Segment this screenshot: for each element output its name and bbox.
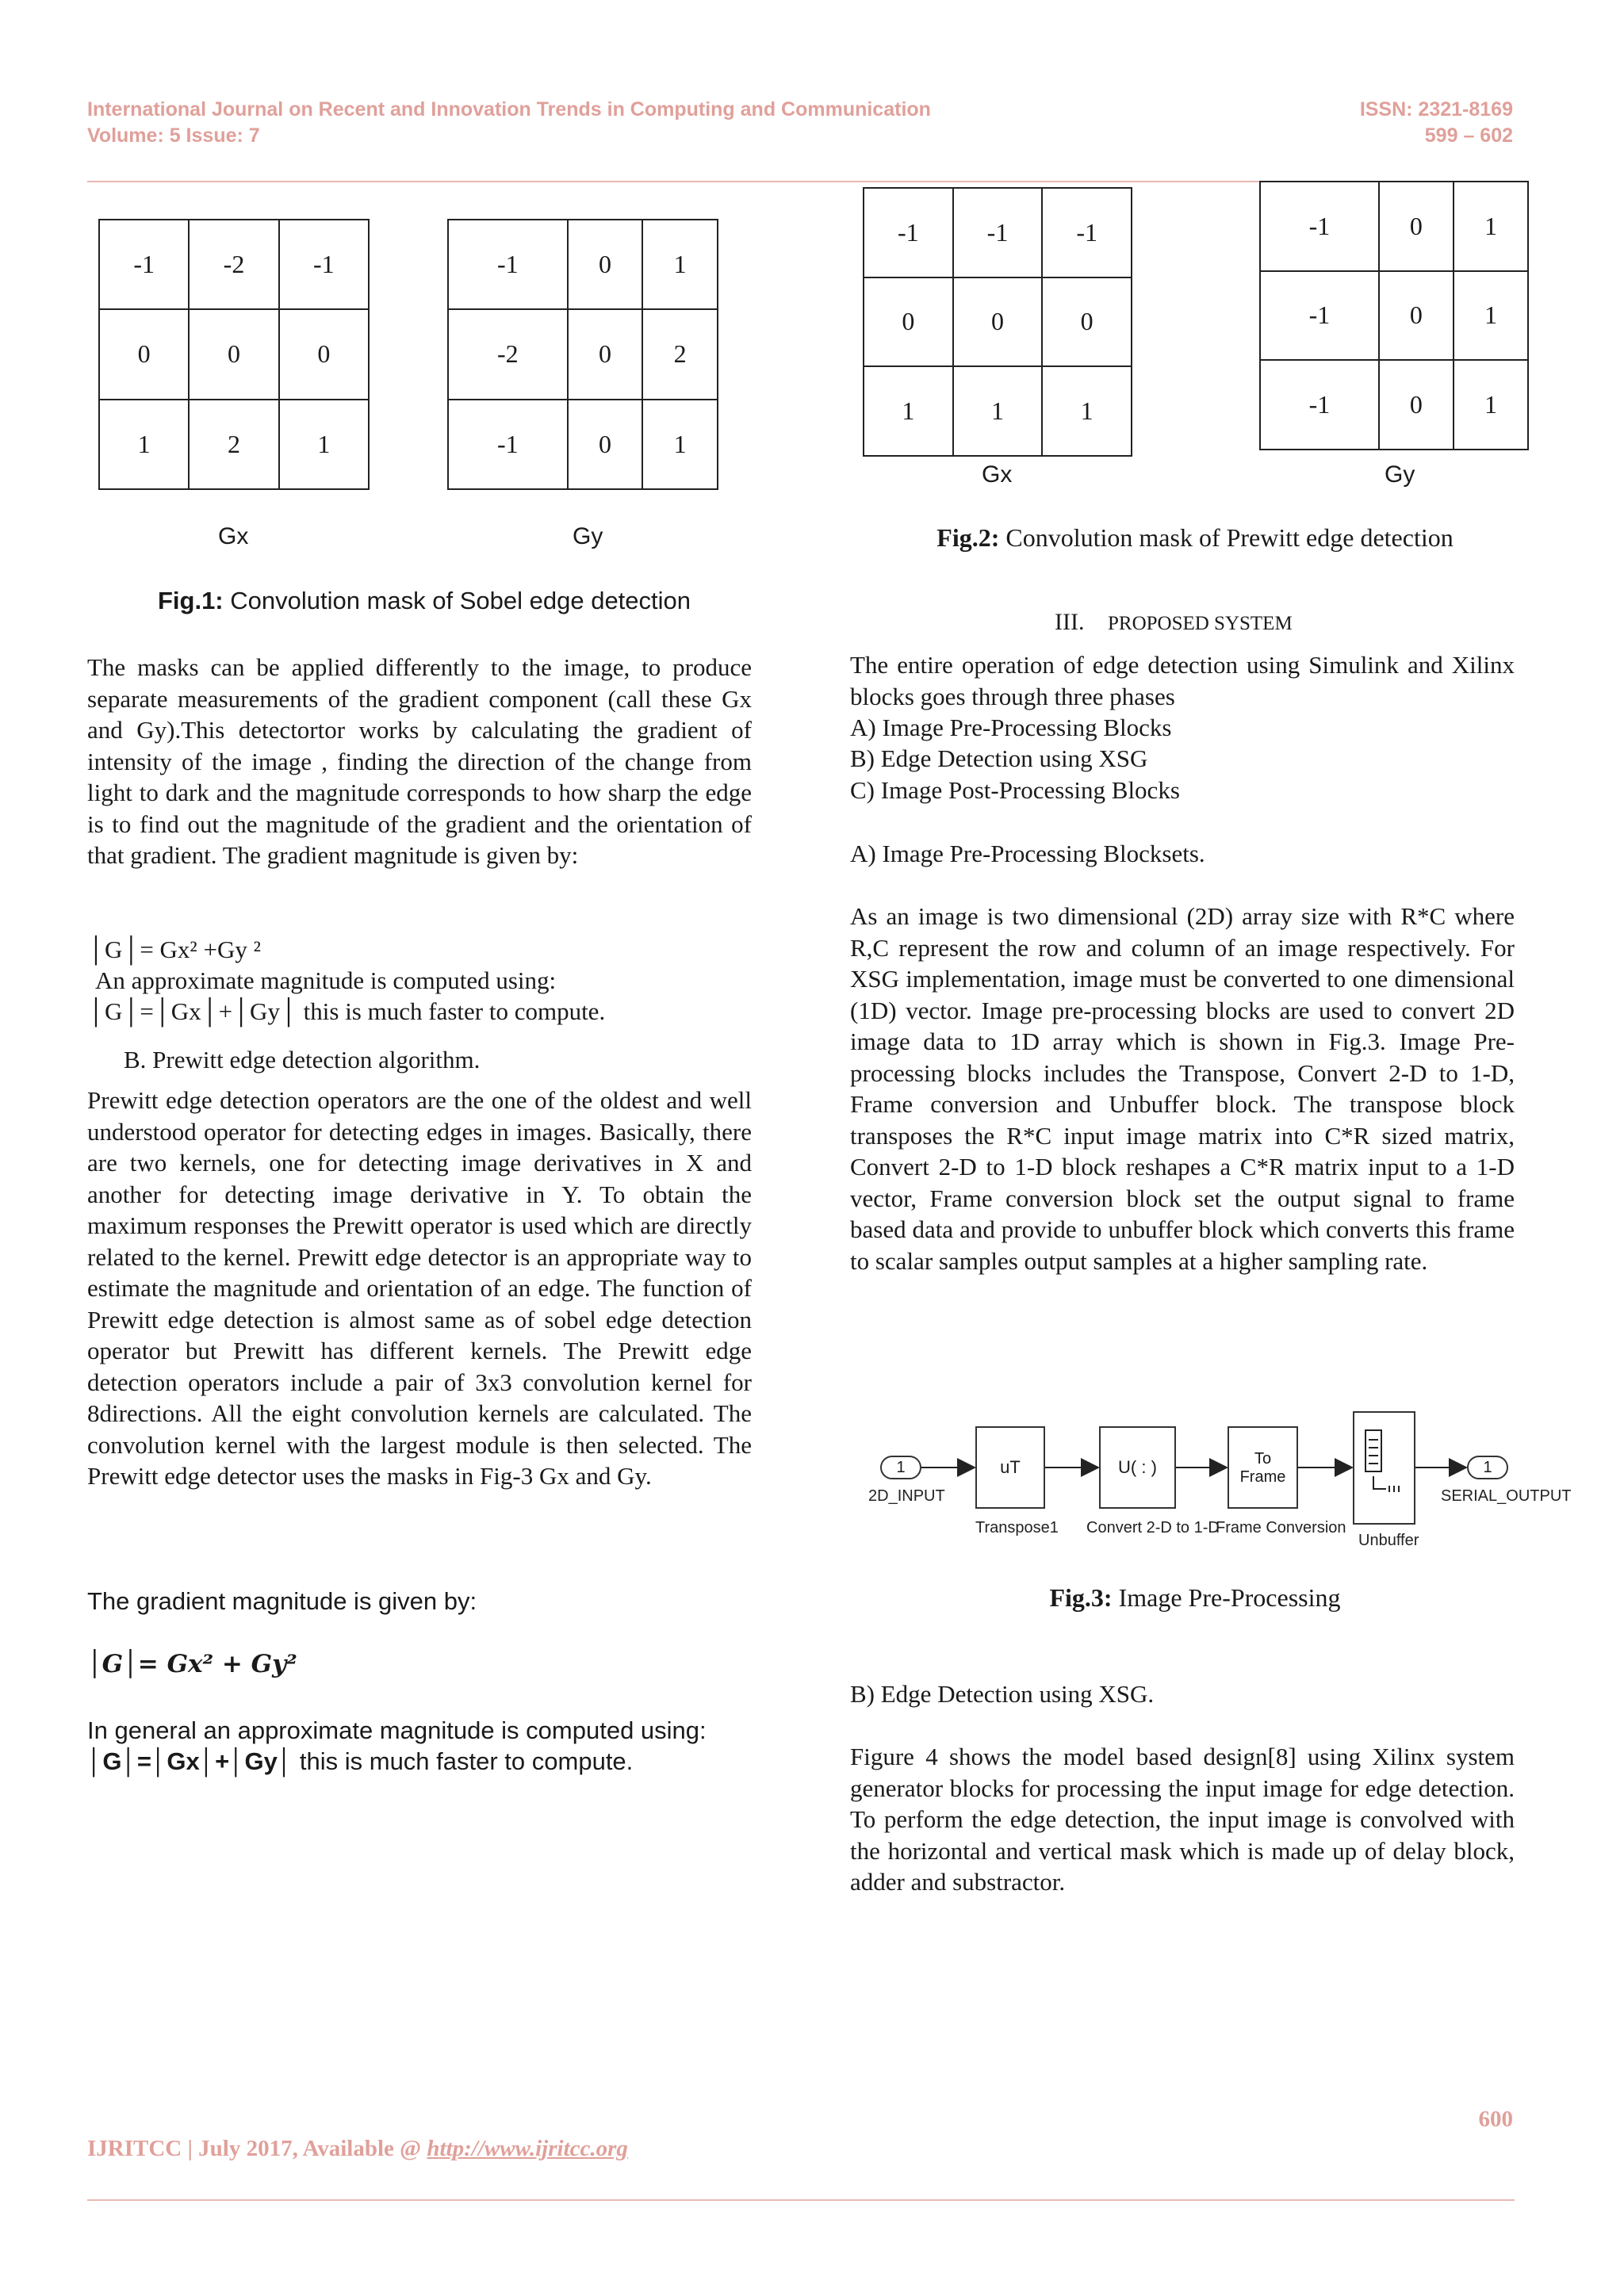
sobel-gx-cell: -1 (279, 220, 369, 309)
fig3-diagram (868, 1403, 1572, 1562)
prewitt-gx-label: Gx (982, 461, 1013, 488)
fig1-caption-text: Convolution mask of Sobel edge detection (223, 587, 691, 614)
section-title: PROPOSED SYSTEM (1107, 613, 1293, 634)
sobel-gx-cell: 0 (99, 309, 189, 399)
journal-title: International Journal on Recent and Innovation Trends in Computing and Communication (87, 98, 931, 121)
sobel-gy-cell: 0 (568, 309, 643, 399)
section-heading (1055, 609, 1293, 636)
sobel-gy-cell: 1 (642, 220, 718, 309)
prewitt-gy-cell: -1 (1260, 182, 1379, 271)
frame-block-text-1: To (1254, 1450, 1272, 1468)
prewitt-gy-cell: 0 (1379, 360, 1454, 450)
subsection-a: A) Image Pre-Processing Blocksets. (850, 840, 1205, 867)
fig1-caption-label: Fig.1: (157, 587, 224, 614)
prewitt-gx-row (864, 277, 1132, 367)
unbuffer-label: Unbuffer (1358, 1532, 1419, 1549)
prewitt-gx-row (864, 188, 1132, 277)
frame-conversion-block (1228, 1426, 1298, 1509)
prewitt-gx-cell: -1 (864, 188, 953, 277)
xsg-description: Figure 4 shows the model based design[8] using Xilinx system generator blocks for processing the input image for edge detection. To perform the edge detection, the input image is convolved with the horizontal and vertical mask which is made up of delay block, adder and substractor. (850, 1743, 1515, 1896)
fig1-caption (87, 587, 761, 615)
sobel-gy-cell: -1 (448, 220, 568, 309)
prewitt-gy-mask (1259, 181, 1529, 450)
equation-gradient-squared: │G│= Gx² + Gy² (87, 1650, 297, 1678)
output-port-label: SERIAL_OUTPUT (1441, 1487, 1572, 1505)
phase-a: A) Image Pre-Processing Blocks (850, 714, 1172, 741)
approximation-intro: An approximate magnitude is computed using: (95, 966, 557, 994)
footer-text (87, 2136, 628, 2162)
convert-2d-to-1d-block: U( : ) (1099, 1426, 1176, 1509)
prewitt-gy-cell: 0 (1379, 182, 1454, 271)
prewitt-gy-row (1260, 360, 1528, 450)
sobel-gy-row (448, 400, 718, 489)
input-port-label: 2D_INPUT (868, 1487, 945, 1505)
prewitt-gx-mask (863, 187, 1132, 457)
prewitt-gx-cell: 1 (953, 366, 1043, 456)
unbuffer-block (1353, 1411, 1415, 1525)
input-port: 1 (880, 1456, 921, 1479)
prewitt-gx-cell: 0 (953, 277, 1043, 367)
equation-approximation-2-bold: │G│=│Gx│+│Gy│ (87, 1747, 293, 1775)
prewitt-description: Prewitt edge detection operators are the one of the oldest and well understood operator for detecting edges in images. Basically, there are two kernels, one for detecting image derivatives in X and another for detecting image derivative in Y. To obtain the maximum responses the Prewitt operator is used which are directly related to the kernel. Prewitt edge detector is an appropriate way to estimate the magnitude and orientation of an edge. The function of Prewitt edge detection is almost same as of sobel edge detection operator but Prewitt has different kernels. The Prewitt edge detection operators include a pair of 3x3 convolution kernel for 8directions. All the eight convolution kernels are calculated. The convolution kernel with the largest module is then selected. The Prewitt edge detector uses the masks in Fig-3 Gx and Gy. (87, 1086, 752, 1490)
page-number: 600 (1478, 2107, 1513, 2132)
sobel-gx-cell: 1 (99, 400, 189, 489)
sobel-gx-row (99, 220, 369, 309)
prewitt-gy-cell: 0 (1379, 271, 1454, 361)
subsection-b: B) Edge Detection using XSG. (850, 1680, 1155, 1708)
volume-issue: Volume: 5 Issue: 7 (87, 124, 260, 147)
sobel-gy-label: Gy (573, 523, 603, 549)
convert-2d-to-1d-label: Convert 2-D to 1-D (1086, 1519, 1220, 1536)
sobel-description: The masks can be applied differently to the image, to produce separate measurements of the gradient component (call these Gx and Gy).This detectortor works by calculating the gradient of intensity of the image , finding the direction of the change from light to dark and the magnitude corresponds to how sharp the edge is to find out the magnitude of the gradient and the orientation of that gradient. The gradient magnitude is given by: (87, 653, 752, 869)
prewitt-gx-cell: -1 (953, 188, 1043, 277)
equation-approximation-2-rest: this is much faster to compute. (293, 1747, 634, 1775)
prewitt-gx-cell: 1 (1042, 366, 1132, 456)
sobel-gx-label: Gx (218, 523, 249, 549)
sobel-gy-cell: 0 (568, 220, 643, 309)
fig3-caption-text: Image Pre-Processing (1112, 1583, 1341, 1612)
prewitt-gy-row (1260, 271, 1528, 361)
prewitt-gx-cell: -1 (1042, 188, 1132, 277)
gradient-intro: The gradient magnitude is given by: (87, 1587, 477, 1615)
section-number: III. (1055, 609, 1085, 635)
fig3-caption-label: Fig.3: (1049, 1583, 1113, 1612)
proposed-system-intro: The entire operation of edge detection using Simulink and Xilinx blocks goes through three phases (850, 651, 1515, 710)
fig3-caption (850, 1582, 1540, 1613)
sobel-gy-cell: 2 (642, 309, 718, 399)
prewitt-gy-cell: -1 (1260, 360, 1379, 450)
sobel-gy-cell: 1 (642, 400, 718, 489)
equation-gradient-magnitude: │G│= Gx² +Gy ² (87, 936, 261, 963)
sobel-gx-row (99, 309, 369, 399)
phase-c: C) Image Post-Processing Blocks (850, 776, 1180, 804)
phase-b: B) Edge Detection using XSG (850, 744, 1148, 772)
prewitt-gy-row (1260, 182, 1528, 271)
sobel-gx-cell: 0 (279, 309, 369, 399)
prewitt-gy-cell: 1 (1454, 360, 1528, 450)
sobel-gy-row (448, 220, 718, 309)
unbuffer-icon (1354, 1413, 1414, 1523)
equation-approximation-2 (87, 1746, 633, 1777)
fig2-caption (850, 522, 1540, 553)
prewitt-gx-cell: 0 (1042, 277, 1132, 367)
prewitt-gx-row (864, 366, 1132, 456)
sobel-gx-cell: -2 (189, 220, 278, 309)
sobel-gx-row (99, 400, 369, 489)
sobel-gx-cell: 1 (279, 400, 369, 489)
sobel-gx-cell: 2 (189, 400, 278, 489)
sobel-gy-cell: -2 (448, 309, 568, 399)
prewitt-gx-cell: 0 (864, 277, 953, 367)
approximation-intro-2: In general an approximate magnitude is computed using: (87, 1716, 707, 1744)
transpose-label: Transpose1 (975, 1519, 1059, 1536)
prewitt-gy-cell: -1 (1260, 271, 1379, 361)
footer-divider (87, 2199, 1515, 2201)
page-range: 599 – 602 (1424, 124, 1513, 147)
preprocessing-description: As an image is two dimensional (2D) array size with R*C where R,C represent the row and column of an image respectively. For XSG implementation, image must be converted to one dimensional (1D) vector. Image pre-processing blocks are used to convert 2D image data to 1D array which is shown in Fig.3. Image Pre-processing blocks includes the Transpose, Convert 2-D to 1-D, Frame conversion and Unbuffer block. The transpose block transposes the R*C input image matrix into C*R sized matrix, Convert 2-D to 1-D block reshapes a C*R matrix input to a 1-D vector, Frame conversion block set the output signal to frame based data and provide to unbuffer block which converts this frame to scalar samples output samples at a higher sampling rate. (850, 902, 1515, 1275)
fig3-connectors (868, 1403, 1566, 1562)
prewitt-gy-cell: 1 (1454, 182, 1528, 271)
fig2-caption-text: Convolution mask of Prewitt edge detection (999, 523, 1454, 552)
prewitt-gy-label: Gy (1385, 461, 1415, 488)
prewitt-gx-cell: 1 (864, 366, 953, 456)
sobel-gy-mask (447, 219, 718, 490)
fig2-caption-label: Fig.2: (936, 523, 1000, 552)
sobel-gx-cell: 0 (189, 309, 278, 399)
subsection-prewitt: B. Prewitt edge detection algorithm. (124, 1046, 481, 1073)
sobel-gy-cell: 0 (568, 400, 643, 489)
issn: ISSN: 2321-8169 (1359, 98, 1513, 121)
equation-approximation: │G│=│Gx│+│Gy│ this is much faster to compute. (87, 997, 606, 1025)
transpose-block: uT (975, 1426, 1045, 1509)
sobel-gx-cell: -1 (99, 220, 189, 309)
sobel-gx-mask (98, 219, 370, 490)
sobel-gy-cell: -1 (448, 400, 568, 489)
sobel-gy-row (448, 309, 718, 399)
frame-conversion-label: Frame Conversion (1216, 1519, 1346, 1536)
prewitt-gy-cell: 1 (1454, 271, 1528, 361)
output-port: 1 (1467, 1456, 1508, 1479)
journal-website-link[interactable]: http://www.ijritcc.org (427, 2136, 628, 2161)
footer-label: IJRITCC | July 2017, Available @ (87, 2136, 427, 2161)
frame-block-text-2: Frame (1239, 1468, 1286, 1486)
